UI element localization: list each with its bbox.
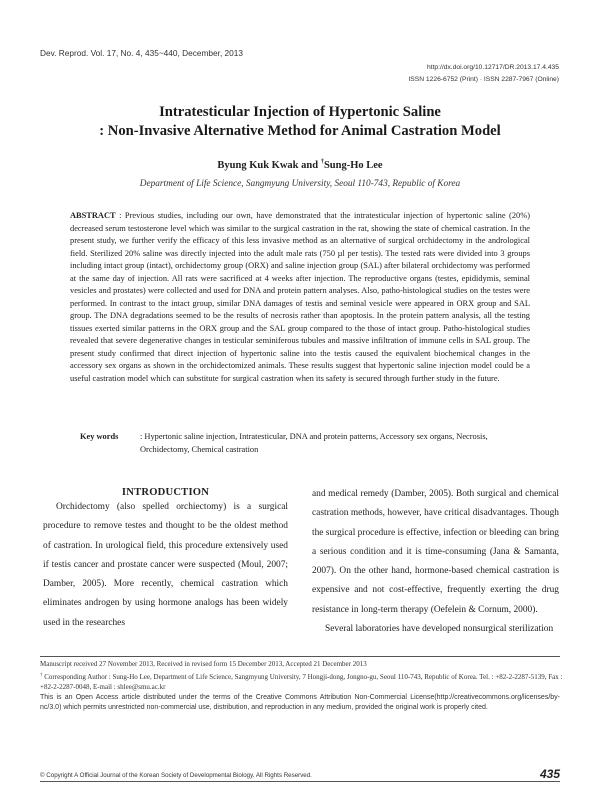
page-number: 435 [539,767,560,781]
title-line-1: Intratesticular Injection of Hypertonic Saline [159,104,441,120]
open-access-notice: This is an Open Access article distributed under the terms of the Creative Commons Attribution Non-Commercial License(http://creativecommons.org/licenses/by-nc/3.0) which permits unrestricted non-commercial use, distribution, and reproduction in any medium, provided the original work is properly cited. [40,694,560,712]
author-1: Byung Kuk Kwak and [217,160,321,171]
paper-title [0,103,600,141]
corr-text: Corresponding Author : Sung-Ho Lee, Department of Life Science, Sangmyung University, 7 Hongji-dong, Jongno-gu, Seoul 110-743, Republic of Korea. Tel. : +82-2-2287-5139, Fax : +82-2-2287-0048, E-mail : shlee@smu.ac.kr [40,673,563,691]
keywords [80,431,535,456]
affiliation: Department of Life Science, Sangmyung University, Seoul 110-743, Republic of Korea [139,179,461,189]
intro-left-column [43,498,288,633]
corresponding-mark: † [320,158,324,165]
doi-link[interactable]: http://dx.doi.org/10.12717/DR.2013.17.4.435 [427,64,559,71]
intro-paragraph-1: Orchidectomy (also spelled orchiectomy) is a surgical procedure to remove testes and thought to be the oldest method of castration. In urological field, this procedure extensively used if testis cancer and prostate cancer were suspected (Moul, 2007; Damber, 2005). More recently, chemical castration which eliminates androgen by using hormone analogs has been widely used in the researches [43,502,288,628]
issn-line: ISSN 1226-6752 (Print) · ISSN 2287-7967 (Online) [408,75,559,83]
intro-paragraph-1-cont: and medical remedy (Damber, 2005). Both surgical and chemical castration methods, however, have critical disadvantages. Though the surgical procedure is effective, infection or bleeding can bring a serious condition and it is time-consuming (Jana & Samanta, 2007). On the other hand, hormone-based chemical castration is expensive and not cost-effective, frequently exerting the drug resistance in long-term therapy (Oefelein & Cornum, 2000). [312,489,559,615]
keywords-text: : Hypertonic saline injection, Intratesticular, DNA and protein patterns, Accessory sex organs, Necrosis, Orchidectomy, Chemical castration [140,432,488,454]
keywords-label: Key words [80,432,119,441]
author-2: Sung-Ho Lee [323,160,383,171]
title-line-2: : Non-Invasive Alternative Method for Animal Castration Model [99,123,501,139]
corr-mark: † [40,673,43,678]
abstract [70,210,530,385]
intro-paragraph-2: Several laboratories have developed nonsurgical sterilization [325,624,554,635]
abstract-label: ABSTRACT [70,211,116,220]
copyright-line: © Copyright A Official Journal of the Korean Society of Developmental Biology. All Rights Reserved. [40,772,312,779]
abstract-text: : Previous studies, including our own, have demonstrated that the intratesticular injection of hypertonic saline (20%) decreased serum testosterone level which was similar to the surgical castration in the rat, showing the state of chemical castration. In the present study, we further verify the efficacy of this less invasive method as an alternative of surgical orchidectomy in the andrological field. Sterilized 20% saline was directly injected into the adult male rats (750 µl per testis). The tested rats were divided into 3 groups including intact group (intact), orchidectomy group (ORX) and saline injection group (SAL) after bilateral orchidectomy was performed at the same day of injection. All rats were sacrificed at 4 weeks after injection. The reproductive organs (testes, epididymis, seminal vesicles and prostates) were collected and used for DNA and protein pattern analyses. Also, patho-histological studies on the testes were performed. In contrast to the intact group, similar DNA damages of testis and seminal vesicle were appeared in ORX group and SAL group. The DNA degradations seemed to be the results of necrosis rather than apoptosis. In the protein pattern analysis, all the testing tissues exerted similar patterns in the ORX group and the SAL group compared to the those of intact group. Patho-histological studies revealed that severe degenerative changes in testicular seminiferous tubules and massive infiltration of immune cells in SAL group. The present study confirmed that direct injection of hypertonic saline into the testis caused the equivalent biochemical changes in the accessory sex organs as shown in the orchidectomized animals. These results suggest that hypertonic saline injection model could be a useful castration model which can substitute for surgical castration when its safety is secured through further study in the future. [70,211,530,383]
manuscript-dates: Manuscript received 27 November 2013, Received in revised form 15 December 2013, Accepted 21 December 2013 [40,660,367,668]
intro-right-column [312,485,559,639]
footnote-divider [40,656,560,657]
corresponding-author [40,671,565,692]
footer-divider [40,781,560,782]
introduction-heading: INTRODUCTION [121,487,210,498]
doi-block [408,62,559,85]
journal-citation: Dev. Reprod. Vol. 17, No. 4, 435~440, December, 2013 [40,48,244,58]
author-list [0,158,600,171]
